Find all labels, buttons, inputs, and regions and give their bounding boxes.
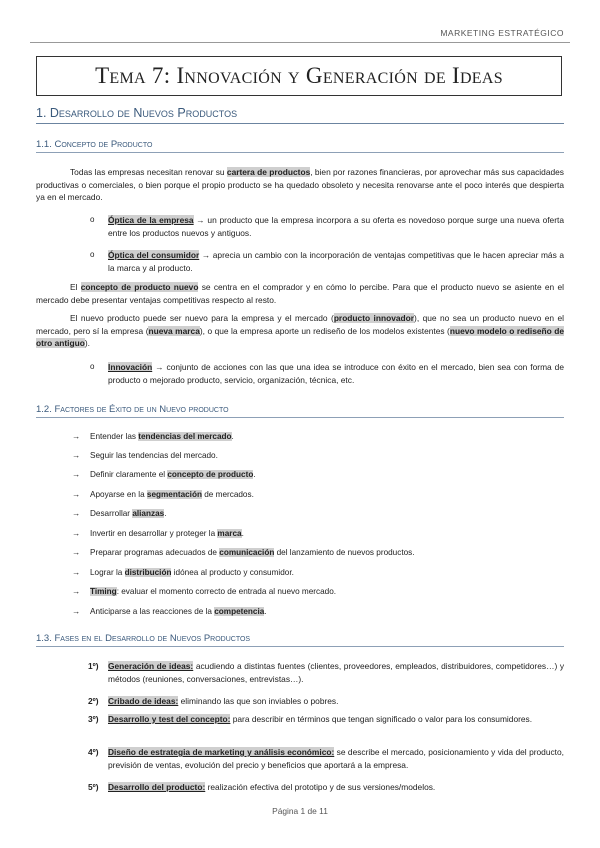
list-item	[90, 214, 564, 239]
text: El nuevo producto puede ser nuevo para la empresa y el mercado (	[70, 313, 334, 323]
factor-item	[72, 547, 560, 559]
highlight-term: concepto de producto nuevo	[80, 282, 199, 292]
highlight-term: concepto de producto	[167, 470, 254, 479]
subsection-heading-1-1: 1.1. Concepto de Producto	[36, 139, 153, 150]
arrow-icon: →	[72, 568, 81, 577]
subsection-divider	[36, 417, 564, 418]
highlight-term: nuevo modelo o rediseño de otro antiguo	[36, 325, 565, 348]
text: ).	[84, 338, 90, 348]
text: del lanzamiento de nuevos productos.	[274, 548, 415, 557]
arrow-icon: →	[72, 451, 81, 460]
highlight-term: distribución	[124, 568, 172, 577]
text: Todas las empresas necesitan renovar su	[70, 167, 227, 177]
arrow-icon: →	[72, 548, 81, 557]
paragraph-concept	[36, 281, 564, 306]
arrow-icon: →	[72, 587, 81, 596]
section-divider	[36, 123, 564, 124]
text: .	[253, 470, 256, 479]
phase-text: se describe el mercado, posicionamiento y vida del producto, previsión de ventas, evolución del precio y beneficios que aportará a la empresa.	[108, 747, 564, 770]
bullet-label: Innovación	[108, 362, 153, 372]
text: Anticiparse a las reacciones de la	[90, 607, 215, 616]
highlight-term: producto innovador	[333, 313, 415, 323]
arrow-icon: →	[72, 509, 81, 518]
factor-item	[72, 431, 560, 443]
text: .	[241, 529, 244, 538]
subsection-heading-1-3: 1.3. Fases en el Desarrollo de Nuevos Productos	[36, 633, 251, 644]
text: , bien por razones financieras, por aprovechar más sus capacidades productivas o comerciales, o bien porque el propio producto se ha quedado obsoleto y necesita renovarse ante el poco interés que despierta ya en el mercado.	[36, 167, 564, 202]
text: Apoyarse en la	[90, 490, 147, 499]
phase-label: Cribado de ideas:	[108, 696, 179, 706]
factor-item	[72, 586, 560, 598]
paragraph-types	[36, 312, 564, 350]
subsection-divider	[36, 646, 564, 647]
arrow-icon: →	[72, 529, 81, 538]
text: Lograr la	[90, 568, 125, 577]
page-number: Página 1 de 11	[272, 806, 328, 816]
highlight-term: marca	[217, 529, 242, 538]
highlight-term: alianzas	[132, 509, 165, 518]
phase-label: Desarrollo y test del concepto:	[108, 714, 231, 724]
text: se centra en el comprador y en cómo lo percibe. Para que el producto nuevo se asiente en el mercado debe presentar ventajas competitivas respecto al resto.	[36, 282, 564, 305]
phase-item	[88, 713, 564, 726]
text: Invertir en desarrollar y proteger la	[90, 529, 218, 538]
text: .	[164, 509, 167, 518]
text: : evaluar el momento correcto de entrada al nuevo mercado.	[116, 587, 337, 596]
phase-number: 2º)	[88, 696, 99, 706]
phase-item	[88, 781, 564, 794]
running-header: MARKETING ESTRATÉGICO	[440, 28, 564, 38]
phase-number: 3º)	[88, 714, 99, 724]
section-heading: 1. Desarrollo de Nuevos Productos	[36, 106, 238, 120]
text: Definir claramente el	[90, 470, 168, 479]
circle-bullet-icon: o	[90, 362, 95, 371]
document-title: Tema 7: Innovación y Generación de Ideas	[95, 63, 503, 88]
phase-text: realización efectiva del prototipo y de sus versiones/modelos.	[205, 782, 436, 792]
factor-item	[72, 567, 560, 579]
text: de mercados.	[201, 490, 254, 499]
phase-text: para describir en términos que tengan significado o valor para los consumidores.	[230, 714, 533, 724]
arrow-icon: →	[72, 432, 81, 441]
bullet-label: Óptica de la empresa	[108, 215, 194, 225]
text: Seguir las tendencias del mercado.	[90, 451, 218, 460]
text: El	[70, 282, 81, 292]
phase-text: eliminando las que son inviables o pobres.	[178, 696, 339, 706]
text: idónea al producto y consumidor.	[171, 568, 294, 577]
phase-item	[88, 746, 564, 771]
phase-number: 5º)	[88, 782, 99, 792]
factor-item	[72, 450, 560, 462]
text: ), que no sea un producto nuevo en el mercado, pero sí la empresa (	[36, 313, 565, 336]
phase-label: Diseño de estrategia de marketing y análisis económico:	[108, 747, 335, 757]
bullet-label: Óptica del consumidor	[108, 250, 200, 260]
factor-item	[72, 489, 560, 501]
phase-label: Desarrollo del producto:	[108, 782, 206, 792]
text: ), o que la empresa aporte un rediseño de los modelos existentes (	[199, 325, 450, 336]
highlight-term: nueva marca	[148, 325, 200, 336]
bullet-text: → un producto que la empresa incorpora a su oferta es novedoso porque surge una nueva oferta entre los productos nuevos y antiguos.	[108, 215, 564, 238]
highlight-term: competencia	[214, 607, 265, 616]
text: .	[264, 607, 267, 616]
highlight-term: tendencias del mercado	[138, 432, 232, 441]
phase-number: 1º)	[88, 661, 99, 671]
subsection-heading-1-2: 1.2. Factores de Éxito de un Nuevo producto	[36, 404, 229, 415]
text: Desarrollar	[90, 509, 133, 518]
circle-bullet-icon: o	[90, 250, 95, 259]
bullet-text: → aprecia un cambio con la incorporación de ventajas competitivas que le hacen apreciar más a la marca y al producto.	[108, 250, 564, 273]
factor-item	[72, 606, 560, 618]
phase-label: Generación de ideas:	[108, 661, 194, 671]
highlight-term: comunicación	[219, 548, 275, 557]
text: Preparar programas adecuados de	[90, 548, 220, 557]
arrow-icon: →	[72, 470, 81, 479]
factor-item	[72, 469, 560, 481]
phase-number: 4º)	[88, 747, 99, 757]
arrow-icon: →	[72, 607, 81, 616]
phase-item	[88, 660, 565, 685]
paragraph-intro	[36, 166, 564, 204]
factor-item	[72, 528, 560, 540]
list-item	[90, 249, 564, 274]
phase-item	[88, 695, 564, 708]
highlight-term: Timing	[90, 587, 117, 596]
bullet-text: → conjunto de acciones con las que una idea se introduce con éxito en el mercado, bien sea con forma de producto o mejorado producto, servicio, organización, técnica, etc.	[108, 362, 564, 385]
factor-item	[72, 508, 560, 520]
title-box	[36, 56, 562, 96]
header-divider	[30, 42, 570, 43]
arrow-icon: →	[72, 490, 81, 499]
subsection-divider	[36, 152, 564, 153]
highlight-term: segmentación	[146, 490, 202, 499]
circle-bullet-icon: o	[90, 215, 95, 224]
highlight-term: cartera de productos	[226, 167, 311, 177]
text: .	[231, 432, 234, 441]
text: Entender las	[90, 432, 139, 441]
phase-text: acudiendo a distintas fuentes (clientes, proveedores, empleados, distribuidores, competidores…) y métodos (reuniones, conversaciones, entrevistas…).	[108, 661, 565, 684]
list-item	[90, 361, 564, 386]
